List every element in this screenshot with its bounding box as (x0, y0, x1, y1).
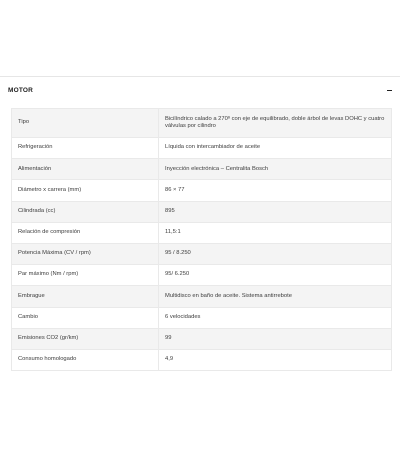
table-row (12, 286, 392, 307)
spec-value: 4,9 (159, 349, 392, 370)
table-row (12, 265, 392, 286)
table-row (12, 109, 392, 138)
spec-label: Relación de compresión (12, 222, 159, 243)
spec-value: Líquida con intercambiador de aceite (159, 138, 392, 159)
spec-label: Emisiones CO2 (gr/km) (12, 328, 159, 349)
spec-label: Refrigeración (12, 138, 159, 159)
spec-label: Par máximo (Nm / rpm) (12, 265, 159, 286)
table-row (12, 328, 392, 349)
table-row (12, 243, 392, 264)
table-row (12, 159, 392, 180)
section-title: MOTOR (8, 87, 34, 94)
spec-value: Multidisco en baño de aceite. Sistema antirrebote (159, 286, 392, 307)
spec-value: 895 (159, 201, 392, 222)
spec-value: 11,5:1 (159, 222, 392, 243)
spec-label: Embrague (12, 286, 159, 307)
spec-label: Diámetro x carrera (mm) (12, 180, 159, 201)
spec-label: Consumo homologado (12, 349, 159, 370)
spec-label: Alimentación (12, 159, 159, 180)
table-row (12, 138, 392, 159)
spec-value: Inyección electrónica – Centralita Bosch (159, 159, 392, 180)
spec-label: Tipo (12, 109, 159, 138)
minus-icon[interactable] (387, 90, 392, 91)
table-row (12, 180, 392, 201)
table-row (12, 307, 392, 328)
table-row (12, 201, 392, 222)
spec-label: Cambio (12, 307, 159, 328)
spec-label: Cilindrada (cc) (12, 201, 159, 222)
spec-value: Bicilíndrico calado a 270º con eje de equilibrado, doble árbol de levas DOHC y cuatro válvulas por cilindro (159, 109, 392, 138)
table-row (12, 349, 392, 370)
motor-section-header[interactable] (0, 77, 400, 107)
spec-value: 6 velocidades (159, 307, 392, 328)
spec-value: 99 (159, 328, 392, 349)
spec-value: 95/ 6.250 (159, 265, 392, 286)
spec-value: 95 / 8.250 (159, 243, 392, 264)
spec-label: Potencia Máxima (CV / rpm) (12, 243, 159, 264)
table-row (12, 222, 392, 243)
spec-table (11, 108, 392, 371)
spec-value: 86 × 77 (159, 180, 392, 201)
